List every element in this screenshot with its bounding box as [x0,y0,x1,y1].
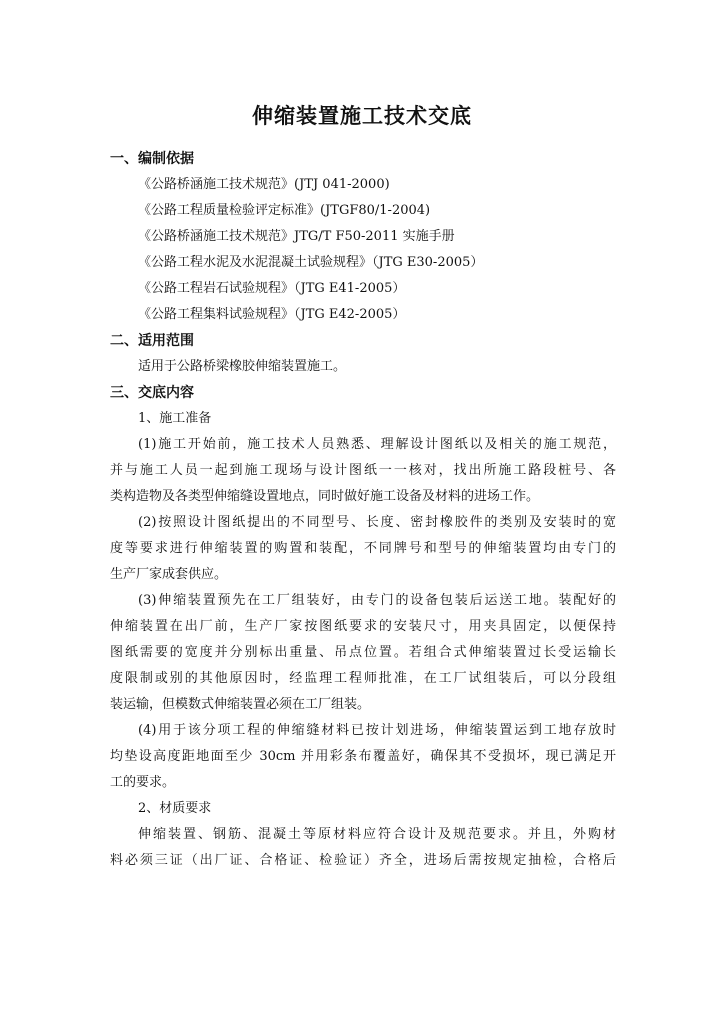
paragraph-line: 生产厂家成套供应。 [110,567,228,582]
reference-item: 《公路桥涵施工技术规范》(JTJ 041-2000) [138,177,390,192]
reference-item: 《公路桥涵施工技术规范》JTG/T F50-2011 实施手册 [138,229,455,244]
subheading-materials: 2、材质要求 [138,801,212,816]
paragraph-line: (1)施工开始前，施工技术人员熟悉、理解设计图纸以及相关的施工规范， [138,437,616,452]
paragraph-line: 伸缩装置、钢筋、混凝土等原材料应符合设计及规范要求。并且，外购材 [138,827,616,842]
paragraph-line: 类构造物及各类型伸缩缝设置地点，同时做好施工设备及材料的进场工作。 [110,489,540,504]
scope-text: 适用于公路桥梁橡胶伸缩装置施工。 [138,359,347,374]
document-title: 伸缩装置施工技术交底 [252,104,472,128]
section-heading-basis: 一、编制依据 [110,151,194,167]
paragraph-line: 均垫设高度距地面至少 30cm 并用彩条布覆盖好，确保其不受损坏，现已满足开 [110,749,616,764]
document-body [110,146,616,874]
paragraph-line: 度限制或别的其他原因时，经监理工程师批准，在工厂试组装后，可以分段组 [110,671,616,686]
reference-item: 《公路工程集料试验规程》（JTG E42-2005） [138,307,406,322]
reference-item: 《公路工程质量检验评定标准》(JTGF80/1-2004) [138,203,431,218]
paragraph-line: 料必须三证（出厂证、合格证、检验证）齐全，进场后需按规定抽检，合格后 [110,853,616,868]
paragraph-line: 并与施工人员一起到施工现场与设计图纸一一核对，找出所施工路段桩号、各 [110,463,616,478]
paragraph-line: 伸缩装置在出厂前，生产厂家按图纸要求的安装尺寸，用夹具固定，以便保持 [110,619,616,634]
paragraph-line: 度等要求进行伸缩装置的购置和装配，不同牌号和型号的伸缩装置均由专门的 [110,541,616,556]
section-heading-content: 三、交底内容 [110,385,194,401]
subheading-preparation: 1、施工准备 [138,411,212,426]
reference-item: 《公路工程岩石试验规程》（JTG E41-2005） [138,281,406,296]
paragraph-line: 装运输，但模数式伸缩装置必须在工厂组装。 [110,697,371,712]
reference-item: 《公路工程水泥及水泥混凝土试验规程》（JTG E30-2005） [138,255,484,270]
paragraph-line: (4)用于该分项工程的伸缩缝材料已按计划进场，伸缩装置运到工地存放时 [138,723,616,738]
section-heading-scope: 二、适用范围 [110,333,194,349]
paragraph-line: (3)伸缩装置预先在工厂组装好，由专门的设备包装后运送工地。装配好的 [138,593,616,608]
paragraph-line: 图纸需要的宽度并分别标出重量、吊点位置。若组合式伸缩装置过长受运输长 [110,645,616,660]
paragraph-line: 工的要求。 [110,775,176,790]
paragraph-line: (2)按照设计图纸提出的不同型号、长度、密封橡胶件的类别及安装时的宽 [138,515,616,530]
